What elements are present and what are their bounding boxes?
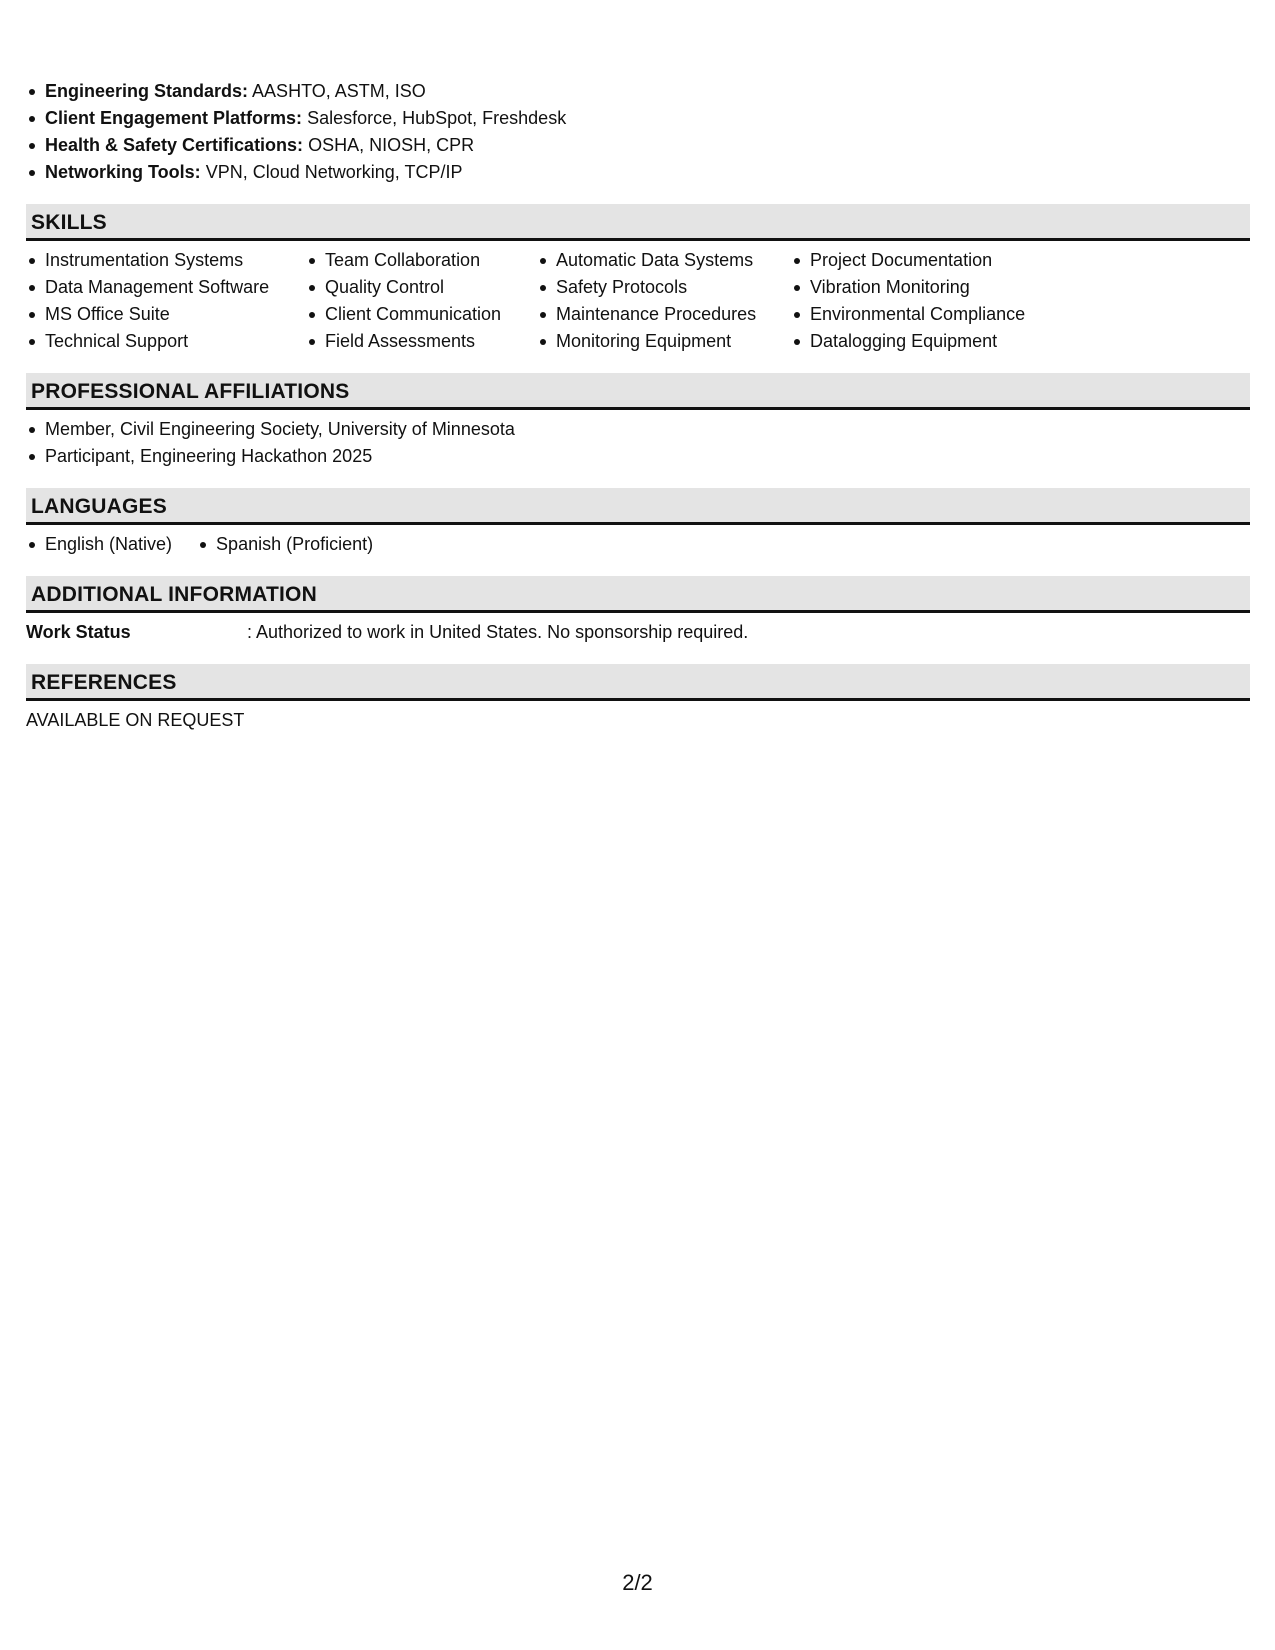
technical-proficiency-list (26, 78, 1250, 186)
skill-item: Quality Control (306, 274, 537, 301)
skill-item: Datalogging Equipment (791, 328, 1091, 355)
skills-column (26, 247, 306, 355)
skill-item: Maintenance Procedures (537, 301, 791, 328)
list-item: Participant, Engineering Hackathon 2025 (26, 443, 1250, 470)
language-item: English (Native) (26, 531, 172, 558)
resume-page (26, 78, 1250, 734)
list-item: Engineering Standards: AASHTO, ASTM, ISO (26, 78, 1250, 105)
additional-information-heading: ADDITIONAL INFORMATION (26, 576, 1250, 613)
skill-item: Automatic Data Systems (537, 247, 791, 274)
list-item: Networking Tools: VPN, Cloud Networking, TCP/IP (26, 159, 1250, 186)
skill-item: Client Communication (306, 301, 537, 328)
languages-heading: LANGUAGES (26, 488, 1250, 525)
skills-grid (26, 247, 1250, 355)
skill-item: Monitoring Equipment (537, 328, 791, 355)
work-status-row (26, 619, 1250, 646)
skill-item: Data Management Software (26, 274, 306, 301)
skill-item: Technical Support (26, 328, 306, 355)
skill-item: Team Collaboration (306, 247, 537, 274)
languages-list (26, 531, 1250, 558)
references-text: AVAILABLE ON REQUEST (26, 710, 245, 730)
affiliations-list (26, 416, 1250, 470)
skill-item: Safety Protocols (537, 274, 791, 301)
references-heading: REFERENCES (26, 664, 1250, 701)
skill-item: Field Assessments (306, 328, 537, 355)
list-item: Member, Civil Engineering Society, University of Minnesota (26, 416, 1250, 443)
skill-item: Environmental Compliance (791, 301, 1091, 328)
list-item: Health & Safety Certifications: OSHA, NIOSH, CPR (26, 132, 1250, 159)
skills-heading: SKILLS (26, 204, 1250, 241)
skills-column (306, 247, 537, 355)
list-item: Client Engagement Platforms: Salesforce, HubSpot, Freshdesk (26, 105, 1250, 132)
skill-item: Vibration Monitoring (791, 274, 1091, 301)
skill-item: Project Documentation (791, 247, 1091, 274)
page-number: 2/2 (622, 1570, 653, 1595)
skill-item: Instrumentation Systems (26, 247, 306, 274)
skills-column (537, 247, 791, 355)
language-item: Spanish (Proficient) (197, 531, 373, 558)
work-status-value: : Authorized to work in United States. No sponsorship required. (247, 622, 749, 642)
skill-item: MS Office Suite (26, 301, 306, 328)
work-status-label: Work Status (26, 622, 131, 642)
skills-column (791, 247, 1091, 355)
affiliations-heading: PROFESSIONAL AFFILIATIONS (26, 373, 1250, 410)
